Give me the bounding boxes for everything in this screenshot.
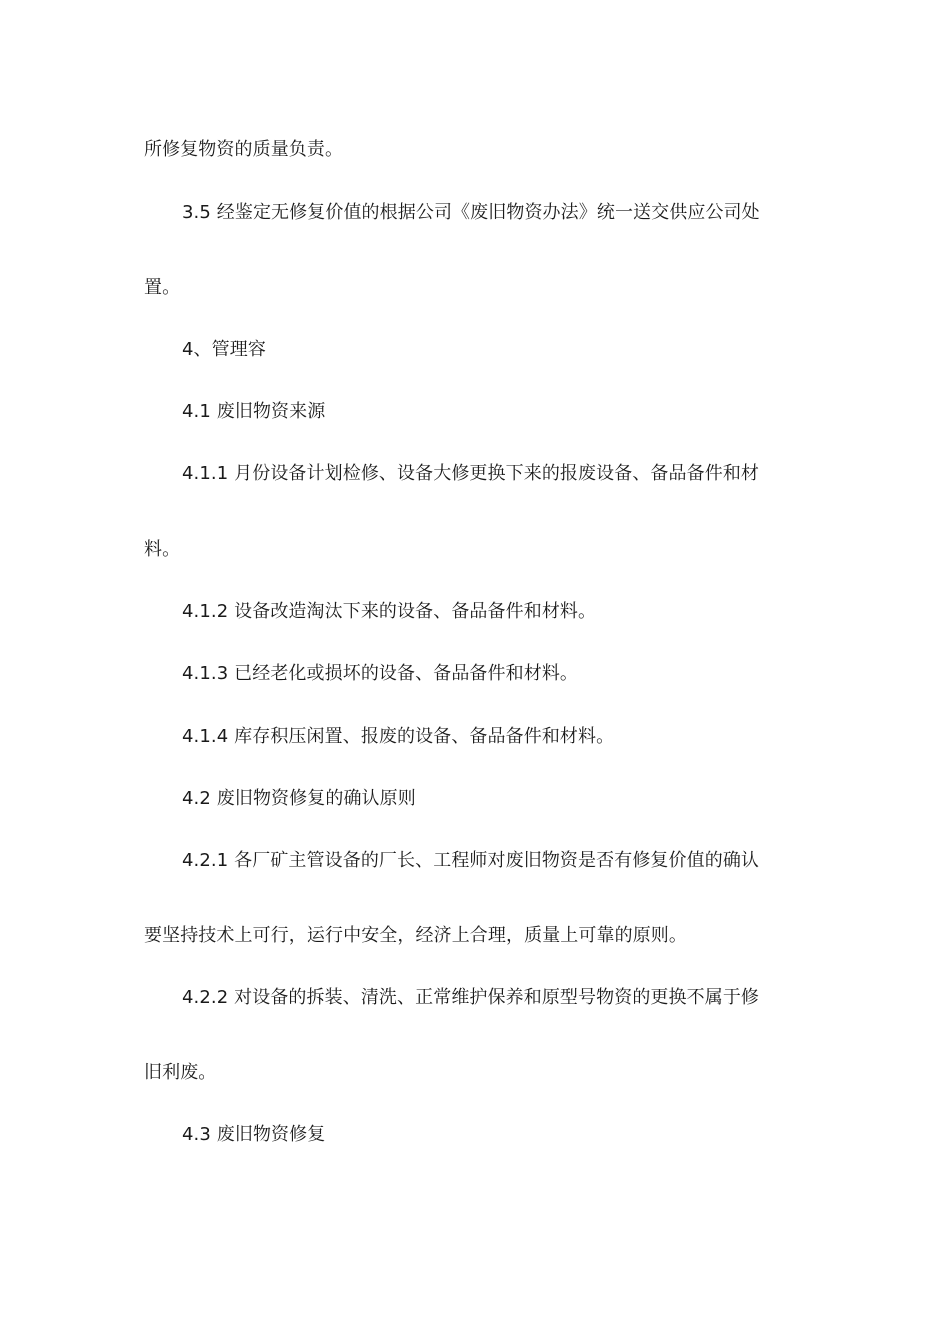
text-line-4-1-4: 4.1.4 库存积压闲置、报废的设备、备品备件和材料。	[182, 726, 615, 747]
text-line-4-1-3: 4.1.3 已经老化或损坏的设备、备品备件和材料。	[182, 663, 579, 684]
section-heading-4: 4、管理容	[182, 339, 266, 360]
text-line-4-2-2-cont: 旧利废。	[144, 1062, 217, 1083]
section-heading-4-3: 4.3 废旧物资修复	[182, 1124, 326, 1145]
text-line-1: 所修复物资的质量负责。	[144, 139, 344, 160]
text-line-4-2-2: 4.2.2 对设备的拆装、清洗、正常维护保养和原型号物资的更换不属于修	[182, 987, 760, 1008]
text-line-4-2-1-cont: 要坚持技术上可行，运行中安全，经济上合理，质量上可靠的原则。	[144, 925, 687, 946]
text-line-4-1-2: 4.1.2 设备改造淘汰下来的设备、备品备件和材料。	[182, 601, 597, 622]
text-line-4-2-1: 4.2.1 各厂矿主管设备的厂长、工程师对废旧物资是否有修复价值的确认	[182, 850, 760, 871]
text-line-2: 3.5 经鉴定无修复价值的根据公司《废旧物资办法》统一送交供应公司处	[182, 202, 760, 223]
text-line-4-1-1-cont: 料。	[144, 539, 181, 560]
text-line-3: 置。	[144, 277, 181, 298]
text-line-4-1-1: 4.1.1 月份设备计划检修、设备大修更换下来的报废设备、备品备件和材	[182, 463, 760, 484]
section-heading-4-2: 4.2 废旧物资修复的确认原则	[182, 788, 416, 809]
section-heading-4-1: 4.1 废旧物资来源	[182, 401, 326, 422]
